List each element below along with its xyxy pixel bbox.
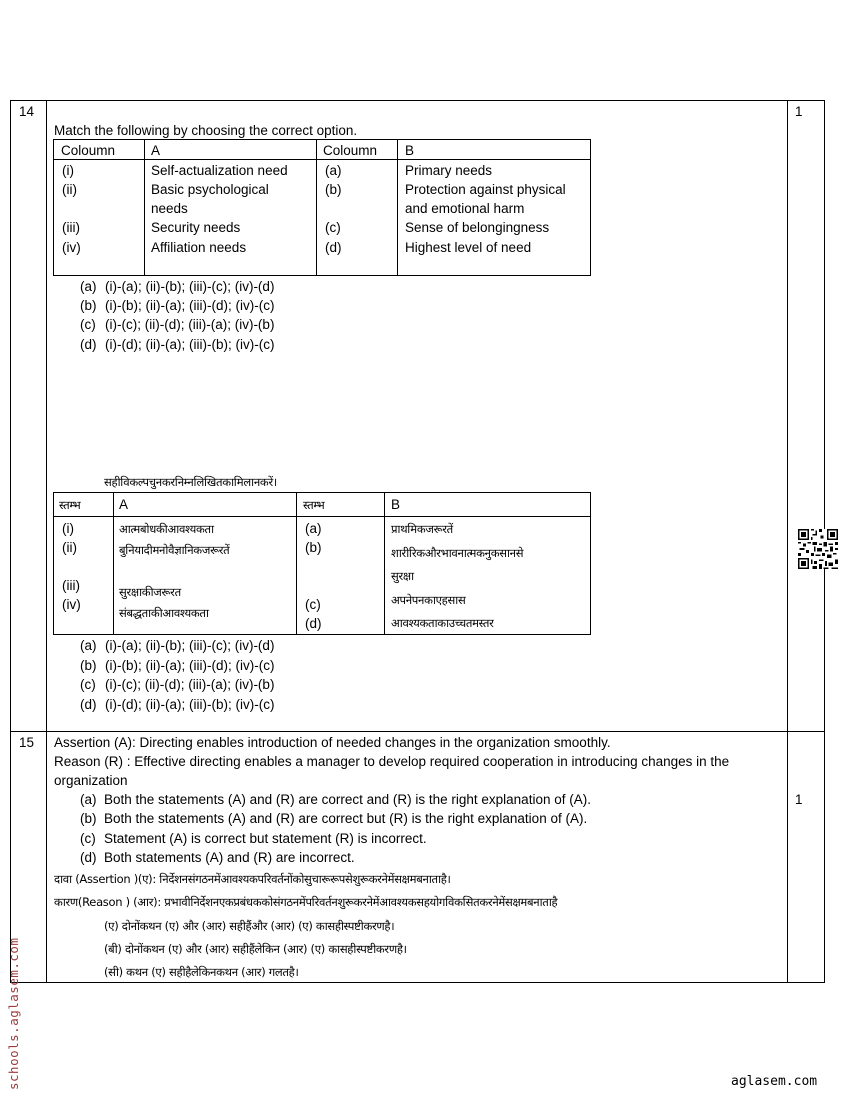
- assertion-text-hindi: दावा (Assertion )(ए): निर्देशनसंगठनमेंआवश्यकपरिवर्तनोंकोसुचारूरूपसेशुरूकरनेमेंसक्षमबनाताहै।: [54, 872, 451, 886]
- option-key: (c): [80, 677, 96, 692]
- question-marks: 1: [795, 104, 803, 119]
- table-cell: (ii): [62, 182, 77, 197]
- option-text: Both the statements (A) and (R) are correct and (R) is the right explanation of (A).: [104, 792, 591, 807]
- table-cell: (b): [325, 182, 342, 197]
- option-key: (d): [80, 337, 97, 352]
- question-number: 14: [19, 104, 35, 119]
- table-header: Coloumn: [323, 143, 378, 158]
- table-cell: (d): [325, 240, 342, 255]
- option-text: (i)-(b); (ii)-(a); (iii)-(d); (iv)-(c): [105, 658, 275, 673]
- table-cell: Protection against physical: [405, 182, 566, 197]
- table-header: B: [405, 143, 415, 158]
- table-cell: (iv): [62, 597, 81, 612]
- table-cell: Security needs: [151, 220, 241, 235]
- option-text: Statement (A) is correct but statement (R) is incorrect.: [104, 831, 427, 846]
- table-cell: Primary needs: [405, 163, 493, 178]
- table-header: Coloumn: [61, 143, 116, 158]
- table-header: A: [151, 143, 161, 158]
- table-cell: (c): [325, 220, 341, 235]
- table-cell: (iv): [62, 240, 81, 255]
- option-text: (i)-(c); (ii)-(d); (iii)-(a); (iv)-(b): [105, 677, 275, 692]
- table-cell: (ii): [62, 540, 77, 555]
- table-cell: (iii): [62, 578, 80, 593]
- footer-site: aglasem.com: [731, 1074, 818, 1089]
- table-cell: अपनेपनकाएहसास: [391, 593, 466, 607]
- question-marks: 1: [795, 792, 803, 807]
- table-cell: बुनियादीमनोवैज्ञानिकजरूरतें: [119, 543, 230, 557]
- question-number: 15: [19, 735, 35, 750]
- option-key: (d): [80, 850, 97, 865]
- reason-text-hindi: कारण(Reason ) (आर): प्रभावीनिर्देशनएकप्रबंधककोसंगठनमेंपरिवर्तनशुरूकरनेमेंआवश्यकसहयोगविकसितकरनेमेंसक्षमबनाताहै: [54, 895, 558, 909]
- option-key: (a): [80, 792, 97, 807]
- table-cell: (b): [305, 540, 322, 555]
- table-cell: सुरक्षाकीजरूरत: [119, 585, 181, 599]
- table-cell: Affiliation needs: [151, 240, 247, 255]
- table-cell: Self-actualization need: [151, 163, 288, 178]
- table-cell: (a): [325, 163, 342, 178]
- table-cell: Basic psychological: [151, 182, 269, 197]
- reason-text: Reason (R) : Effective directing enables a manager to develop required cooperation in introducing changes in the: [54, 754, 730, 769]
- option-text: (i)-(b); (ii)-(a); (iii)-(d); (iv)-(c): [105, 298, 275, 313]
- option-key: (a): [80, 638, 97, 653]
- table-cell: शारीरिकऔरभावनात्मकनुकसानसे: [391, 546, 524, 560]
- option-key: (c): [80, 831, 96, 846]
- option-key: (c): [80, 317, 96, 332]
- question-instruction: Match the following by choosing the correct option.: [54, 123, 358, 138]
- option-text: (i)-(d); (ii)-(a); (iii)-(b); (iv)-(c): [105, 697, 275, 712]
- table-header: स्तम्भ: [303, 498, 325, 512]
- option-text-hindi: (ए) दोनोंकथन (ए) और (आर) सहीहैंऔर (आर) (ए) कासहीस्पष्टीकरणहै।: [104, 919, 395, 933]
- qr-code-icon: [798, 529, 838, 569]
- option-text: Both the statements (A) and (R) are correct but (R) is the right explanation of (A).: [104, 811, 588, 826]
- question-instruction-hindi: सहीविकल्पचुनकरनिम्नलिखितकामिलानकरें।: [104, 475, 277, 489]
- option-key: (a): [80, 279, 97, 294]
- table-header: स्तम्भ: [59, 498, 81, 512]
- option-text: (i)-(a); (ii)-(b); (iii)-(c); (iv)-(d): [105, 638, 275, 653]
- option-key: (d): [80, 697, 97, 712]
- option-key: (b): [80, 658, 97, 673]
- table-cell: आत्मबोधकीआवश्यकता: [119, 522, 214, 536]
- option-text: (i)-(c); (ii)-(d); (iii)-(a); (iv)-(b): [105, 317, 275, 332]
- option-text: (i)-(d); (ii)-(a); (iii)-(b); (iv)-(c): [105, 337, 275, 352]
- table-cell: प्राथमिकजरूरतें: [391, 522, 453, 536]
- table-cell: संबद्धताकीआवश्यकता: [119, 606, 209, 620]
- table-cell: Sense of belongingness: [405, 220, 550, 235]
- assertion-text: Assertion (A): Directing enables introduction of needed changes in the organization smoothly.: [54, 735, 611, 750]
- table-cell: needs: [151, 201, 188, 216]
- table-cell: Highest level of need: [405, 240, 532, 255]
- table-cell: (i): [62, 521, 74, 536]
- table-cell: आवश्यकताकाउच्चतमस्तर: [391, 616, 494, 630]
- option-key: (b): [80, 811, 97, 826]
- table-cell: (c): [305, 597, 321, 612]
- table-cell: (i): [62, 163, 74, 178]
- table-header: A: [119, 497, 129, 512]
- table-header: B: [391, 497, 401, 512]
- table-cell: (iii): [62, 220, 80, 235]
- option-text-hindi: (बी) दोनोंकथन (ए) और (आर) सहीहैंलेकिन (आर) (ए) कासहीस्पष्टीकरणहै।: [104, 942, 407, 956]
- option-text: (i)-(a); (ii)-(b); (iii)-(c); (iv)-(d): [105, 279, 275, 294]
- option-key: (b): [80, 298, 97, 313]
- table-cell: (a): [305, 521, 322, 536]
- table-cell: सुरक्षा: [391, 569, 414, 583]
- table-cell: (d): [305, 616, 322, 631]
- table-cell: and emotional harm: [405, 201, 525, 216]
- reason-text-continued: organization: [54, 773, 128, 788]
- option-text-hindi: (सी) कथन (ए) सहीहैलेकिनकथन (आर) गलतहै।: [104, 965, 299, 979]
- watermark: schools.aglasem.com: [6, 937, 21, 1090]
- option-text: Both statements (A) and (R) are incorrect.: [104, 850, 355, 865]
